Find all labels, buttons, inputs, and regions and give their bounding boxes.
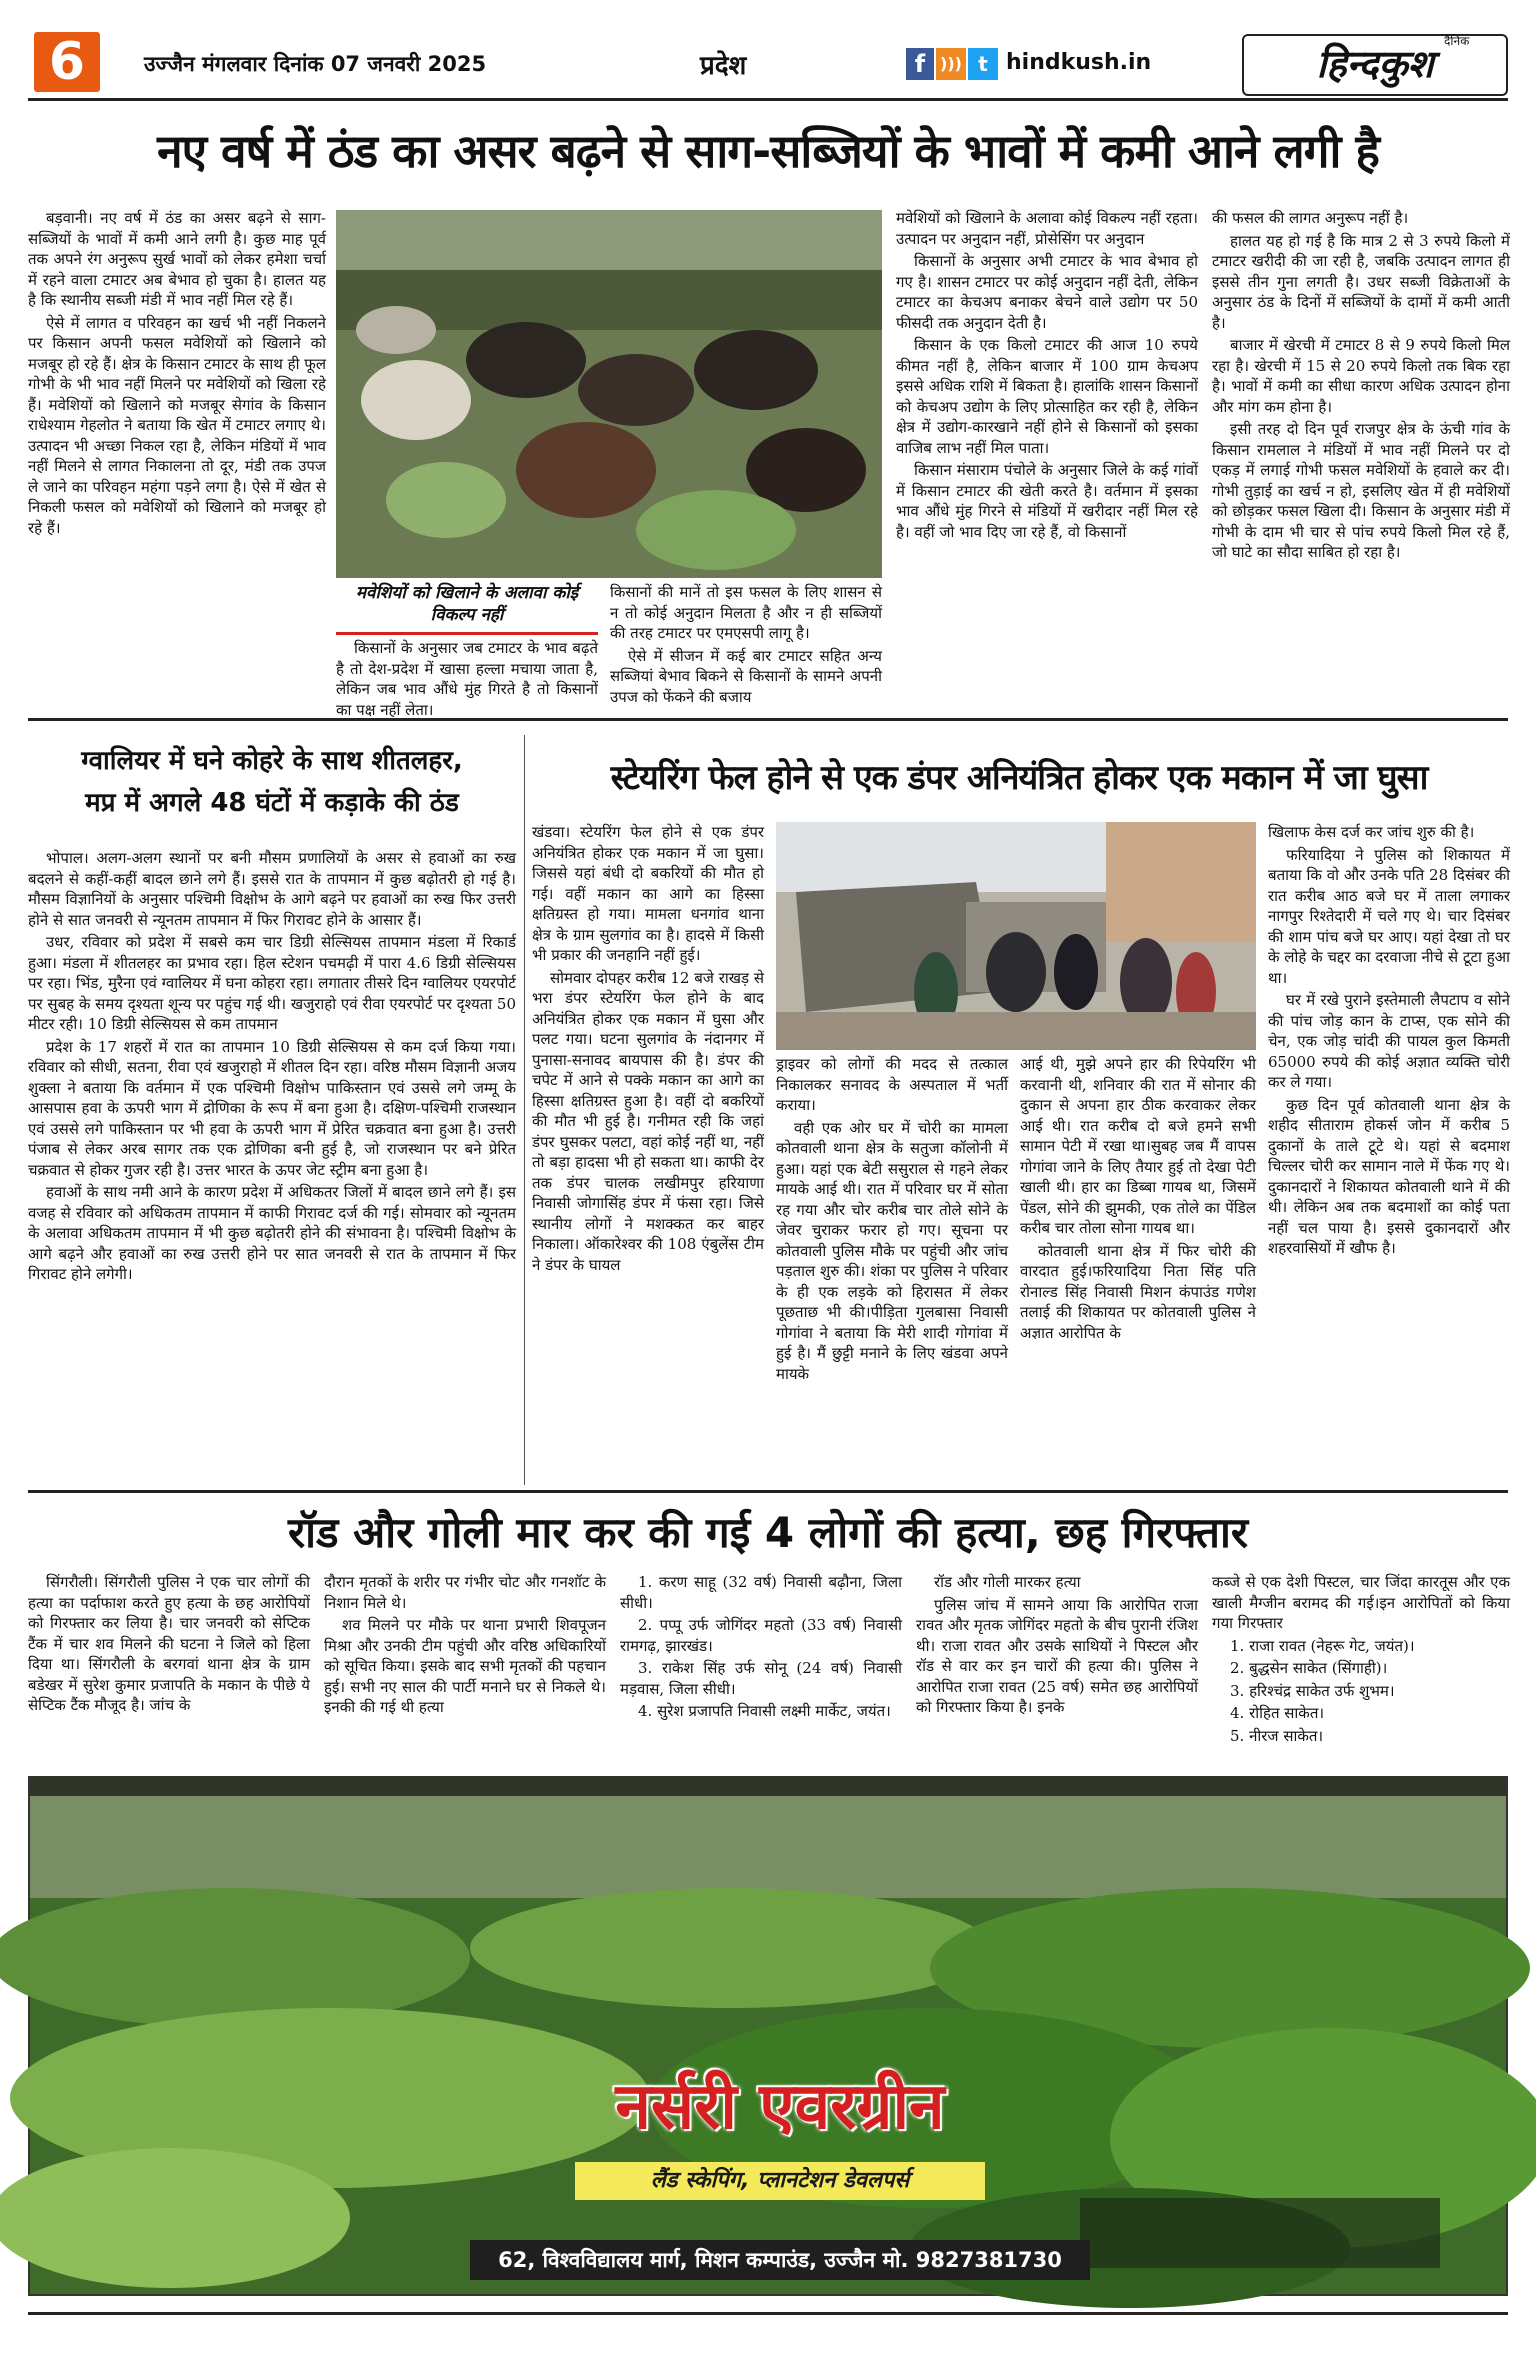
story2-p1: भोपाल। अलग-अलग स्थानों पर बनी मौसम प्रणालियों के असर से हवाओं का रुख बदलने से कहीं-कहीं बादल छाने लगे हैं। इससे रात के तापमान में कुछ बढ़ोतरी हो गई है। मौसम विज्ञानियों के अनुसार पश्चिमी विक्षोभ के आगे बढ़ने पर हवाओं का रुख फिर उत्तरी होने से सात जनवरी से न्यूनतम तापमान में फिर गिरावट होने के आसार हैं। xyxy=(28,849,516,929)
story2-divider xyxy=(524,735,525,1485)
story4-col2 xyxy=(324,1572,606,1762)
story4-col4-subhead: रॉड और गोली मारकर हत्या xyxy=(934,1573,1081,1591)
story2-body xyxy=(28,848,516,1480)
victim-2: 2. पप्पू उर्फ जोगिंदर महतो (33 वर्ष) निवासी रामगढ़, झारखंड। xyxy=(620,1616,902,1655)
story4-col4 xyxy=(916,1572,1198,1762)
paper-tag: दैनिक xyxy=(1444,34,1470,48)
story3-col3 xyxy=(1020,1054,1256,1478)
arrested-5: 5. नीरज साकेत। xyxy=(1230,1726,1324,1745)
website-link[interactable]: hindkush.in xyxy=(1006,50,1152,75)
story3-headline: स्टेयरिंग फेल होने से एक डंपर अनियंत्रित होकर एक मकान में जा घुसा xyxy=(610,758,1428,798)
facebook-icon[interactable]: f xyxy=(906,48,934,80)
section-rule-2 xyxy=(28,1490,1508,1493)
story4-col5 xyxy=(1212,1572,1510,1762)
ad-title: नर्सरी एवरग्रीन xyxy=(615,2070,945,2144)
victim-3: 3. राकेश सिंह उर्फ सोनू (24 वर्ष) निवासी मड़वास, जिला सीधी। xyxy=(620,1659,902,1698)
arrested-2: 2. बुद्धसेन साकेत (सिंगाही)। xyxy=(1230,1659,1388,1677)
story1-col3 xyxy=(896,208,1198,698)
arrested-4: 4. रोहित साकेत। xyxy=(1230,1704,1325,1722)
story3-col2-p2: वही एक ओर घर में चोरी का मामला कोतवाली थाना क्षेत्र के सतुजा कॉलोनी में हुआ। यहां एक बेटी ससुराल से गहने लेकर मायके आई थी। रात में परिवार घर में सोता रह गया और चोर करीब चार तोले सोने के जेवर चुराकर फरार हो गए। सूचना पर कोतवाली पुलिस मौके पर पहुंची और जांच पड़ताल शुरु की। शंका पर पुलिस ने परिवार के ही एक लड़के को हिरासत में लेकर पूछताछ भी की।पीड़िता गुलबासा निवासी गोगांवा ने बताया कि मेरी शादी गोगांवा में हुई है। मैं छुट्टी मनाने के लिए खंडवा अपने मायके xyxy=(776,1118,1008,1383)
story4-col2-p1: दौरान मृतकों के शरीर पर गंभीर चोट और गनशॉट के निशान मिले थे। xyxy=(324,1573,606,1612)
story3-col2-p1: ड्राइवर को लोगों की मदद से तत्काल निकालकर सनावद के अस्पताल में भर्ती कराया। xyxy=(776,1055,1008,1114)
story1-col4-p1: की फसल की लागत अनुरूप नहीं है। xyxy=(1212,209,1409,227)
section-title: प्रदेश xyxy=(700,51,747,81)
bottom-rule xyxy=(28,2312,1508,2315)
victim-4: 4. सुरेश प्रजापति निवासी लक्ष्मी मार्केट, जयंत। xyxy=(638,1702,891,1720)
story1-below-left-p: किसानों के अनुसार जब टमाटर के भाव बढ़ते है तो देश-प्रदेश में खासा हल्ला मचाया जाता है, लेकिन जब भाव औंधे मुंह गिरते है तो किसानों का पक्ष नहीं लेता। xyxy=(336,639,598,719)
story1-col4-p3: बाजार में खेरची में टमाटर 8 से 9 रुपये किलो मिल रहा है। खेरची में 15 से 20 रुपये किलो तक बिक रहा है। भावों में कमी का सीधा कारण अधिक उत्पादन होना और मांग कम होना है। xyxy=(1212,336,1510,416)
story1-below-right-p1: किसानों की मानें तो इस फसल के लिए शासन से न तो कोई अनुदान मिलता है और न ही सब्जियों की तरह टमाटर पर एमएसपी लागू है। xyxy=(610,583,882,642)
twitter-icon[interactable]: t xyxy=(968,48,998,80)
story1-col4-p2: हालत यह हो गई है कि मात्र 2 से 3 रुपये किलो में टमाटर खरीदी की जा रही है, जबकि उत्पादन लागत ही इससे तीन गुना लगती है। उधर सब्जी विक्रेताओं के अनुसार ठंड के दिनों में सब्जियों के दामों में कमी आती है। xyxy=(1212,231,1510,332)
story1-col4 xyxy=(1212,208,1510,698)
story3-col3-p1: आई थी, मुझे अपने हार की रिपेयरिंग भी करवानी थी, शनिवार की रात में सोनार की दुकान से अपना हार ठीक करवाकर लेकर आई थी। रात करीब दो बजे हमने सभी सामान पेटी में रखा था।सुबह जब मैं वापस गोगांवा जाने के लिए तैयार हुई तो देखा पेटी खाली थी। हार का डिब्बा गायब था, जिसमें पेंडल, सोने की झुमकी, एक तोले का पेंडिल करीब चार तोला सोना गायब था। xyxy=(1020,1055,1256,1237)
story1-col3-p1: मवेशियों को खिलाने के अलावा कोई विकल्प नहीं रहता। उत्पादन पर अनुदान नहीं, प्रोसेसिंग पर अनुदान xyxy=(896,209,1198,248)
photo-caption: मवेशियों को खिलाने के अलावा कोई विकल्प नहीं xyxy=(355,583,579,625)
dumper-accident-photo xyxy=(776,822,1256,1050)
story3-col4-p3: घर में रखे पुराने इस्तेमाली लैपटाप व सोने की पांच जोड़ कान के टाप्स, एक सोने की चेन, एक जोड़ चांदी की पायल कुल किमती 65000 रुपये की कोई अज्ञात व्यक्ति चोरी कर ले गया। xyxy=(1268,991,1510,1091)
story3-col4-p1: खिलाफ केस दर्ज कर जांच शुरु की है। xyxy=(1268,823,1475,841)
story3-col2 xyxy=(776,1054,1008,1478)
story4-col4-p: पुलिस जांच में सामने आया कि आरोपित राजा रावत और मृतक जोगिंदर महतो के बीच पुरानी रंजिश थी। राजा रावत और उसके साथियों ने पिस्टल और रॉड से वार कर इन चारों की हत्या की। पुलिस ने आरोपित राजा रावत (25 वर्ष) समेत छह आरोपियों को गिरफ्तार किया है। इनके xyxy=(916,1595,1198,1716)
paper-name: हिन्दकुश xyxy=(1316,42,1434,86)
page-number-text: 6 xyxy=(48,32,86,92)
story3-col4-p4: कुछ दिन पूर्व कोतवाली थाना क्षेत्र के शहीद सीताराम होकर्स जोन में करीब 5 दुकानों के ताले टूटे थे। यहां से बदमाश चिल्लर चोरी कर सामान नाले में फेंक गए थे। दुकानदारों ने शिकायत कोतवाली थाने में की थी। लेकिन अब तक बदमाशों का कोई पता नहीं चल पाया है। इससे दुकानदारों और शहरवासियों में खौफ है। xyxy=(1268,1095,1510,1257)
ad-address: 62, विश्वविद्यालय मार्ग, मिशन कम्पाउंड, उज्जैन मो. 9827381730 xyxy=(470,2240,1090,2280)
story2-p3: प्रदेश के 17 शहरों में रात का तापमान 10 डिग्री सेल्सियस से कम दर्ज किया गया। रविवार को सीधी, सतना, रीवा एवं खजुराहो में शीतल दिन रहा। वरिष्ठ मौसम विज्ञानी अजय शुक्ला ने बताया कि वर्तमान में एक पश्चिमी विक्षोभ पाकिस्तान एवं उससे लगे जम्मू के आसपास हवा के ऊपरी भाग में द्रोणिका के रूप में बना हुआ है। दक्षिण-पश्चिमी राजस्थान एवं उससे लगे पाकिस्तान पर भी हवा के ऊपरी भाग में प्रेरित चक्रवात बना हुआ है। उत्तरी पंजाब से लेकर अरब सागर तक एक द्रोणिका बनी हुई है, जो राजस्थान पर बने प्रेरित चक्रवात से होकर गुजर रही है। उत्तर भारत के ऊपर जेट स्ट्रीम बना हुआ है। xyxy=(28,1037,516,1179)
story1-col4-p4: इसी तरह दो दिन पूर्व राजपुर क्षेत्र के ऊंची गांव के किसान रामलाल ने मंडियों में भाव नहीं मिलने पर दो एकड़ में लगाई गोभी फसल मवेशियों के हवाले कर दी। गोभी तुड़ाई का खर्च न हो, इसलिए खेत में ही मवेशियों को छोड़कर फसल खिला दी। किसान के अनुसार मंडी में गोभी के दाम भी चार से पांच रुपये किलो मिल रहे हैं, जो घाटे का सौदा साबित हो रहा है। xyxy=(1212,420,1510,561)
story2-p2: उधर, रविवार को प्रदेश में सबसे कम चार डिग्री सेल्सियस तापमान मंडला में रिकार्ड हुआ। मंडला में शीतलहर का प्रभाव रहा। हिल स्टेशन पचमढ़ी में पारा 4.6 डिग्री सेल्सियस पर रहा। भिंड, मुरैना एवं ग्वालियर में घना कोहरा रहा। लगातार तीसरे दिन ग्वालियर एयरपोर्ट पर सुबह के समय दृश्यता शून्य पर पहुंच गई थी। खजुराहो एवं रीवा एयरपोर्ट पर दृश्यता 50 मीटर रही। 10 डिग्री सेल्सियस से कम तापमान xyxy=(28,933,516,1033)
story1-below-photo-right xyxy=(610,582,882,706)
masthead xyxy=(28,28,1508,94)
story1-col3-p4: किसान मंसाराम पंचोले के अनुसार जिले के कई गांवों में किसान टमाटर की खेती करते है। वर्तमान में इसका भाव औंधे मुंह गिरने से मंडियों में खरीदार नहीं मिल रहे है। वहीं जो भाव दिए जा रहे हैं, वो किसानों xyxy=(896,461,1198,541)
story2-headline-line2: मप्र में अगले 48 घंटों में कड़ाके की ठंड xyxy=(85,788,459,818)
story3-col1-p2: सोमवार दोपहर करीब 12 बजे राखड़ से भरा डंपर स्टेयरिंग फेल होने के बाद अनियंत्रित होकर एक मकान में घुसा और पलट गया। घटना सुलगांव के नंदानगर में पुनासा-सनावद बायपास की है। डंपर की चपेट में आने से पक्के मकान का आगे का हिस्सा क्षतिग्रस्त हुआ है। वहीं दो बकरियों की मौत भी हुई है। गनीमत रही कि जहां डंपर घुसकर पलटा, वहां कोई नहीं था, नहीं तो बड़ा हादसा भी हो सकता था। काफी देर तक डंपर चालक लखीमपुर हरियाणा निवासी जोगासिंह डंपर में फंसा रहा। जिसे स्थानीय लोगों ने मशक्कत कर बाहर निकाला। ऑकारेश्वर की 108 एंबुलेंस टीम ने डंपर के घायल xyxy=(532,968,764,1274)
story1-col3-p2: किसानों के अनुसार अभी टमाटर के भाव बेभाव हो गए है। शासन टमाटर पर कोई अनुदान नहीं देती, लेकिन टमाटर का केचअप बनाकर बेचने वाले उद्योग पर 50 फीसदी तक अनुदान देती है। xyxy=(896,252,1198,332)
story3-col4 xyxy=(1268,822,1510,1478)
nursery-ad-photo xyxy=(30,1778,1506,2294)
story4-col2-p2: शव मिलने पर मौके पर थाना प्रभारी शिवपूजन मिश्रा और उनकी टीम पहुंची और वरिष्ठ अधिकारियों को सूचित किया। इसके बाद सभी मृतकों की पहचान हुई। सभी नए साल की पार्टी मनाने घर से निकले थे। इनकी की गई थी हत्या xyxy=(324,1616,606,1716)
story1-col1-p2: ऐसे में लागत व परिवहन का खर्च भी नहीं निकलने पर किसान अपनी फसल मवेशियों को खिलाने को मजबूर हो रहे हैं। क्षेत्र के किसान टमाटर के साथ ही फूल गोभी के भी भाव नहीं मिलने पर मवेशियों को खिला रहे हैं। मवेशियों को खिलाने को मजबूर सेगांव के किसान राधेश्याम गेहलोत ने बताया कि खेत में टमाटर लगाए थे। उत्पादन भी अच्छा निकल रहा है, लेकिन मंडियों में भाव नहीं मिलने से लागत निकालना तो दूर, मंडी तक उपज ले जाने का परिवहन महंगा पड़ने लगा है। ऐसे में खेत से निकली फसल को मवेशियों को खिलाने को मजबूर हो रहे हैं। xyxy=(28,313,326,537)
story2-headline-line1: ग्वालियर में घने कोहरे के साथ शीतलहर, xyxy=(81,746,463,776)
story4-col3 xyxy=(620,1572,902,1762)
masthead-rule xyxy=(28,98,1508,101)
story1-col3-p3: किसान के एक किलो टमाटर की आज 10 रुपये कीमत नहीं है, लेकिन बाजार में 100 ग्राम केचअप इससे अधिक राशि में बिकता है। हालांकि शासन किसानों को केचअप उद्योग के लिए प्रोत्साहित कर रही है, लेकिन क्षेत्र में उद्योग-कारखाने नहीं होने से किसानों को इसका वाजिब लाभ नहीं मिल पाता। xyxy=(896,336,1198,457)
story1-headline: नए वर्ष में ठंड का असर बढ़ने से साग-सब्जियों के भावों में कमी आने लगी है xyxy=(157,124,1379,178)
rss-icon[interactable]: ))) xyxy=(936,48,966,80)
ad-subtitle: लैंड स्केपिंग, प्लानटेशन डेवलपर्स xyxy=(575,2162,985,2200)
arrested-3: 3. हरिश्चंद्र साकेत उर्फ शुभम। xyxy=(1230,1681,1395,1700)
sheep-field-photo xyxy=(336,210,882,578)
caption-rule xyxy=(336,632,598,635)
section-rule-1 xyxy=(28,718,1508,721)
victim-1: 1. करण साहू (32 वर्ष) निवासी बढ़ौना, जिला सीधी। xyxy=(620,1573,902,1612)
dateline: उज्जैन मंगलवार दिनांक 07 जनवरी 2025 xyxy=(144,52,487,76)
story1-below-photo-left xyxy=(336,638,598,719)
story4-col1 xyxy=(28,1572,310,1762)
story3-col1-p1: खंडवा। स्टेयरिंग फेल होने से एक डंपर अनियंत्रित होकर एक मकान में जा घुसा। जिससे यहां बंधी दो बकरियों की मौत हो गई। वहीं मकान का आगे का हिस्सा क्षतिग्रस्त हो गया। मामला धनगांव थाना क्षेत्र के ग्राम सुलगांव का है। हादसे में किसी भी प्रकार की जनहानि नहीं हुई। xyxy=(532,823,764,964)
story1-col1 xyxy=(28,208,326,688)
story3-col3-p2: कोतवाली थाना क्षेत्र में फिर चोरी की वारदात हुई।फरियादिया निता सिंह पति रोनाल्ड सिंह निवासी मिशन कंपाउंड गणेश तलाई की शिकायत पर कोतवाली पुलिस ने अज्ञात आरोपित के xyxy=(1020,1241,1256,1342)
arrested-1: 1. राजा रावत (नेहरू गेट, जयंत)। xyxy=(1230,1636,1415,1655)
story4-headline: रॉड और गोली मार कर की गई 4 लोगों की हत्या, छह गिरफ्तार xyxy=(287,1508,1248,1557)
story1-col1-p1: बड़वानी। नए वर्ष में ठंड का असर बढ़ने से साग-सब्जियों के भावों में कमी आने लगी है। कुछ माह पूर्व तक अपने रंग अनुरूप सुर्ख भावों को लेकर हमेशा चर्चा में रहने वाला टमाटर अब बेभाव हो चुका है। हालत यह है कि स्थानीय सब्जी मंडी में भाव नहीं मिल रहे हैं। xyxy=(28,209,326,309)
story1-below-right-p2: ऐसे में सीजन में कई बार टमाटर सहित अन्य सब्जियां बेभाव बिकने से किसानों के सामने अपनी उपज को फेंकने की बजाय xyxy=(610,646,882,706)
story4-col5-intro: कब्जे से एक देशी पिस्टल, चार जिंदा कारतूस और एक खाली मैग्जीन बरामद की गई।इन आरोपितों को किया गया गिरफ्तार xyxy=(1212,1573,1510,1632)
story4-col1-p: सिंगरौली। सिंगरौली पुलिस ने एक चार लोगों की हत्या का पर्दाफाश करते हुए हत्या के छह आरोपियों को गिरफ्तार कर लिया है। चार जनवरी को सेप्टिक टैंक में चार शव मिलने की घटना ने जिले को हिला दिया था। सिंगरौली के बरगवां थाना क्षेत्र के ग्राम बडेखर में सुरेश कुमार प्रजापति के मकान के पीछे ये सेप्टिक टैंक मौजूद है। जांच के xyxy=(28,1573,310,1714)
story3-col1 xyxy=(532,822,764,1478)
story2-p4: हवाओं के साथ नमी आने के कारण प्रदेश में अधिकतर जिलों में बादल छाने लगे हैं। इस वजह से रविवार को अधिकतम तापमान में काफी गिरावट दर्ज की गई। सोमवार को न्यूनतम के अलावा अधिकतम तापमान में भी कुछ बढ़ोतरी होने की संभावना है। पश्चिमी विक्षोभ के आगे बढ़ने और हवाओं का रुख उत्तरी होने पर सात जनवरी से रात के तापमान में फिर गिरावट होने लगेगी। xyxy=(28,1183,516,1283)
story3-col4-p2: फरियादिया ने पुलिस को शिकायत में बताया कि वो और उनके पति 28 दिसंबर की रात करीब आठ बजे घर में ताला लगाकर नागपुर रिश्तेदारी में चले गए थे। चार दिसंबर की शाम पांच बजे घर आए। यहां देखा तो घर के लोहे के चद्दर का दरवाजा नीचे से टूटा हुआ था। xyxy=(1268,845,1510,987)
nursery-ad xyxy=(28,1776,1508,2296)
